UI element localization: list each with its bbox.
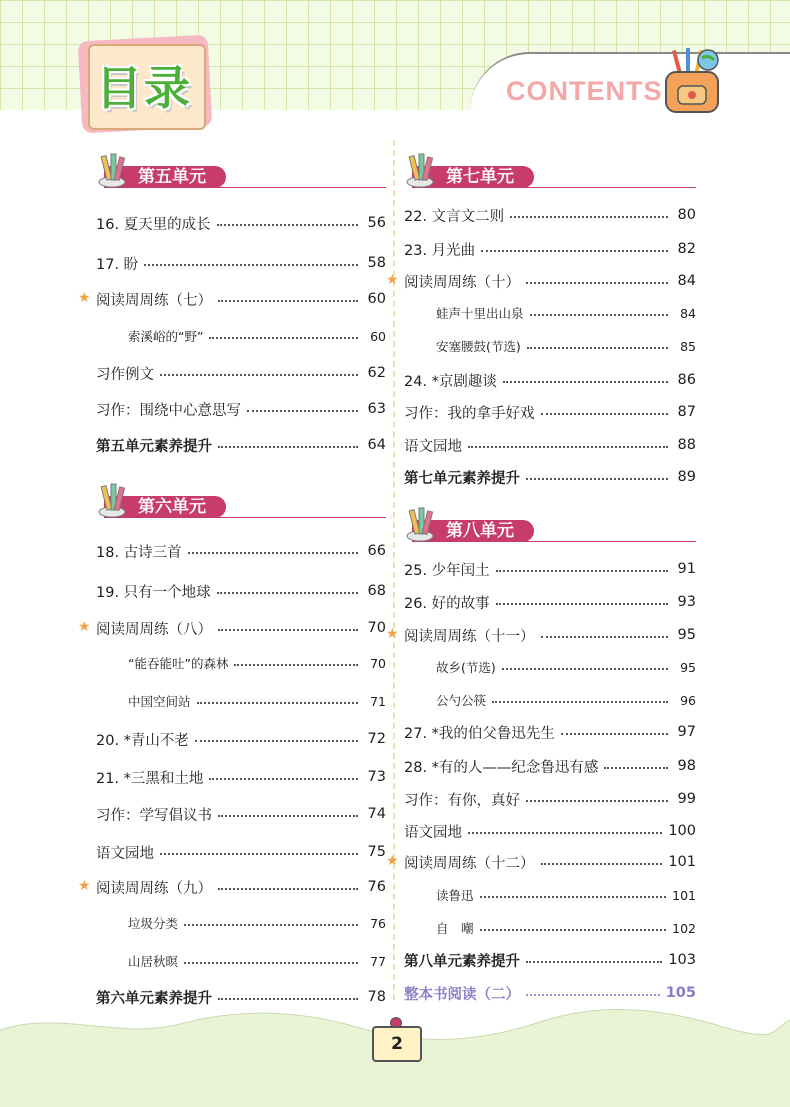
toc-entry-title: 27. *我的伯父鲁迅先生 <box>404 725 555 742</box>
toc-page-number: 77 <box>370 953 386 969</box>
dot-leader <box>218 300 358 302</box>
dot-leader <box>561 733 668 735</box>
toc-entry[interactable] <box>96 252 386 274</box>
toc-entry[interactable] <box>404 302 696 324</box>
toc-entry-title: 21. *三黑和土地 <box>96 770 204 787</box>
toc-entry-title: 22. 文言文二则 <box>404 208 505 225</box>
toc-entry-title: 阅读周周练（七） <box>96 292 212 309</box>
unit-title: 第七单元 <box>412 166 534 188</box>
toc-entry-title: 阅读周周练（十一） <box>404 628 535 645</box>
dot-leader <box>526 994 660 996</box>
toc-entry[interactable] <box>96 398 386 420</box>
toc-entry[interactable] <box>404 884 696 906</box>
toc-entry-title: 24. *京剧趣谈 <box>404 373 497 390</box>
page-title: 目录 <box>96 61 192 115</box>
dot-leader <box>217 592 358 594</box>
toc-page-number: 60 <box>370 328 386 344</box>
toc-entry[interactable] <box>404 721 696 743</box>
toc-entry[interactable] <box>96 841 386 863</box>
dot-leader <box>496 603 668 605</box>
toc-page-number: 97 <box>677 724 696 740</box>
toc-page-number: 76 <box>370 915 386 931</box>
toc-page-number: 100 <box>668 823 696 839</box>
toc-entry-title: 20. *青山不老 <box>96 732 189 749</box>
toc-entry[interactable] <box>96 690 386 712</box>
toc-entry[interactable] <box>404 335 696 357</box>
dot-leader <box>217 224 358 226</box>
toc-page-number: 76 <box>367 879 386 895</box>
toc-entry-title: 阅读周周练（九） <box>96 880 212 897</box>
toc-page-number: 73 <box>367 769 386 785</box>
toc-entry-title: 阅读周周练（十） <box>404 274 520 291</box>
toc-entry-title: 习作：我的拿手好戏 <box>404 405 535 422</box>
toc-page-number: 70 <box>370 655 386 671</box>
dot-leader <box>184 962 358 964</box>
toc-page-number: 84 <box>677 273 696 289</box>
pencil-cup-icon <box>404 506 436 542</box>
toc-entry[interactable] <box>404 434 696 456</box>
toc-page-number: 96 <box>680 692 696 708</box>
toc-entry-title: 习作：围绕中心意思写 <box>96 402 241 419</box>
unit-title: 第六单元 <box>104 496 226 518</box>
toc-entry[interactable] <box>404 788 696 810</box>
toc-entry-title: 语文园地 <box>96 845 154 862</box>
toc-page-number: 74 <box>367 806 386 822</box>
toc-entry-title: 习作例文 <box>96 366 154 383</box>
dot-leader <box>184 924 358 926</box>
toc-page-number: 86 <box>677 372 696 388</box>
toc-entry-title: 第八单元素养提升 <box>404 953 520 970</box>
unit-header <box>404 160 696 190</box>
toc-entry-title: 语文园地 <box>404 438 462 455</box>
toc-entry-title: 习作：学写倡议书 <box>96 807 212 824</box>
unit-header <box>96 160 386 190</box>
book-title-badge <box>80 38 210 130</box>
toc-entry-title: 第七单元素养提升 <box>404 470 520 487</box>
toc-entry[interactable] <box>78 876 386 898</box>
toc-entry[interactable] <box>404 401 696 423</box>
toc-page-number: 75 <box>367 844 386 860</box>
dot-leader <box>160 374 358 376</box>
toc-entry-title: “能吞能吐”的森林 <box>128 656 229 671</box>
toc-page-number: 70 <box>367 620 386 636</box>
toc-page-number: 64 <box>367 437 386 453</box>
toc-entry-title: 第六单元素养提升 <box>96 990 212 1007</box>
backpack-icon <box>656 46 728 116</box>
toc-entry-title: 阅读周周练（八） <box>96 621 212 638</box>
toc-entry[interactable] <box>386 851 696 873</box>
page-number: 2 <box>372 1026 422 1062</box>
toc-page-number: 68 <box>367 583 386 599</box>
dot-leader <box>197 702 358 704</box>
unit-header <box>404 514 696 544</box>
pencil-cup-icon <box>404 152 436 188</box>
dot-leader <box>510 216 668 218</box>
toc-page-number: 72 <box>367 731 386 747</box>
toc-page-number: 89 <box>677 469 696 485</box>
toc-entry[interactable] <box>404 204 696 226</box>
toc-page-number: 66 <box>367 543 386 559</box>
toc-entry[interactable] <box>96 434 386 456</box>
toc-entry-title: 蛙声十里出山泉 <box>436 306 524 321</box>
toc-entry-title: 安塞腰鼓(节选) <box>436 339 521 354</box>
toc-entry[interactable] <box>78 288 386 310</box>
unit-title: 第八单元 <box>412 520 534 542</box>
toc-page-number: 102 <box>672 920 696 936</box>
toc-entry[interactable] <box>404 369 696 391</box>
dot-leader <box>503 381 668 383</box>
toc-entry[interactable] <box>78 617 386 639</box>
unit-underline <box>216 517 386 518</box>
star-icon: ★ <box>386 272 399 288</box>
toc-page-number: 58 <box>367 255 386 271</box>
toc-page-number: 98 <box>677 758 696 774</box>
dot-leader <box>526 961 662 963</box>
toc-entry[interactable] <box>96 652 386 674</box>
toc-page-number: 88 <box>677 437 696 453</box>
toc-entry[interactable] <box>96 950 386 972</box>
dot-leader <box>530 314 668 316</box>
dot-leader <box>496 570 668 572</box>
toc-entry-title: 第五单元素养提升 <box>96 438 212 455</box>
dot-leader <box>480 929 667 931</box>
dot-leader <box>144 264 358 266</box>
toc-entry[interactable] <box>404 591 696 613</box>
toc-entry[interactable] <box>96 803 386 825</box>
toc-page-number: 105 <box>665 985 696 1001</box>
toc-entry[interactable] <box>404 689 696 711</box>
toc-page-number: 93 <box>677 594 696 610</box>
toc-entry[interactable] <box>96 362 386 384</box>
toc-entry-title: 16. 夏天里的成长 <box>96 216 211 233</box>
toc-page-number: 63 <box>367 401 386 417</box>
toc-entry-title: 17. 盼 <box>96 256 139 273</box>
toc-entry-title: 18. 古诗三首 <box>96 544 182 561</box>
dot-leader <box>480 896 667 898</box>
toc-entry-title: 28. *有的人——纪念鲁迅有感 <box>404 759 599 776</box>
toc-page-number: 71 <box>370 693 386 709</box>
toc-page-number: 78 <box>367 989 386 1005</box>
toc-entry[interactable] <box>404 755 696 777</box>
dot-leader <box>541 636 669 638</box>
dot-leader <box>604 767 668 769</box>
toc-page-number: 99 <box>677 791 696 807</box>
dot-leader <box>468 446 668 448</box>
dot-leader <box>218 815 358 817</box>
dot-leader <box>492 701 668 703</box>
toc-page-number: 85 <box>680 338 696 354</box>
toc-entry-title: 索溪峪的“野” <box>128 329 204 344</box>
unit-underline <box>524 541 696 542</box>
toc-entry[interactable] <box>404 466 696 488</box>
pencil-cup-icon <box>96 482 128 518</box>
dot-leader <box>247 410 358 412</box>
dot-leader <box>218 629 358 631</box>
toc-entry[interactable] <box>404 558 696 580</box>
toc-entry-title: 19. 只有一个地球 <box>96 584 211 601</box>
star-icon: ★ <box>78 290 91 306</box>
column-divider <box>393 140 395 1000</box>
dot-leader <box>468 832 662 834</box>
toc-entry[interactable] <box>404 949 696 971</box>
toc-entry-title: 故乡(节选) <box>436 660 496 675</box>
toc-entry-title: 读鲁迅 <box>436 888 474 903</box>
unit-title: 第五单元 <box>104 166 226 188</box>
toc-entry[interactable] <box>96 728 386 750</box>
dot-leader <box>160 853 358 855</box>
toc-page-number: 101 <box>668 854 696 870</box>
toc-page-number: 62 <box>367 365 386 381</box>
dot-leader <box>526 800 668 802</box>
star-icon: ★ <box>386 626 399 642</box>
dot-leader <box>218 888 358 890</box>
toc-page-number: 56 <box>367 215 386 231</box>
toc-entry[interactable] <box>386 624 696 646</box>
dot-leader <box>502 668 668 670</box>
toc-entry-title: 垃圾分类 <box>128 916 179 931</box>
toc-entry-title: 中国空间站 <box>128 694 191 709</box>
dot-leader <box>195 740 358 742</box>
unit-underline <box>216 187 386 188</box>
toc-entry-title: 语文园地 <box>404 824 462 841</box>
toc-entry-title: 25. 少年闰土 <box>404 562 490 579</box>
toc-entry[interactable] <box>404 656 696 678</box>
toc-entry[interactable] <box>386 270 696 292</box>
toc-entry[interactable] <box>404 917 696 939</box>
toc-page-number: 60 <box>367 291 386 307</box>
toc-entry-title: 山居秋暝 <box>128 954 179 969</box>
dot-leader <box>188 552 358 554</box>
toc-page-number: 84 <box>680 305 696 321</box>
star-icon: ★ <box>78 878 91 894</box>
toc-page-number: 95 <box>677 627 696 643</box>
dot-leader <box>541 863 663 865</box>
toc-entry-title: 公勺公筷 <box>436 693 487 708</box>
dot-leader <box>209 337 358 339</box>
unit-underline <box>524 187 696 188</box>
toc-page-number: 87 <box>677 404 696 420</box>
toc-page-number: 91 <box>677 561 696 577</box>
toc-entry[interactable] <box>96 212 386 234</box>
toc-entry[interactable] <box>404 820 696 842</box>
toc-entry-title: 整本书阅读（二） <box>404 986 520 1003</box>
toc-entry[interactable] <box>96 580 386 602</box>
toc-page-number: 80 <box>677 207 696 223</box>
dot-leader <box>526 282 668 284</box>
toc-entry[interactable] <box>96 766 386 788</box>
toc-page-number: 95 <box>680 659 696 675</box>
dot-leader <box>541 413 669 415</box>
toc-entry-title: 23. 月光曲 <box>404 242 476 259</box>
toc-entry[interactable] <box>404 238 696 260</box>
dot-leader <box>209 778 358 780</box>
toc-entry-title: 阅读周周练（十二） <box>404 855 535 872</box>
contents-heading: CONTENTS <box>506 76 663 106</box>
toc-page-number: 101 <box>672 887 696 903</box>
toc-entry[interactable] <box>96 540 386 562</box>
dot-leader <box>526 478 668 480</box>
toc-page-number: 103 <box>668 952 696 968</box>
dot-leader <box>234 664 358 666</box>
toc-entry-title: 自 嘲 <box>436 921 474 936</box>
toc-entry[interactable] <box>96 325 386 347</box>
toc-entry-title: 习作：有你，真好 <box>404 792 520 809</box>
toc-entry[interactable] <box>96 912 386 934</box>
unit-header <box>96 490 386 520</box>
dot-leader <box>481 250 668 252</box>
toc-page-number: 82 <box>677 241 696 257</box>
pencil-cup-icon <box>96 152 128 188</box>
star-icon: ★ <box>78 619 91 635</box>
dot-leader <box>218 446 358 448</box>
dot-leader <box>527 347 668 349</box>
toc-entry-title: 26. 好的故事 <box>404 595 490 612</box>
star-icon: ★ <box>386 853 399 869</box>
